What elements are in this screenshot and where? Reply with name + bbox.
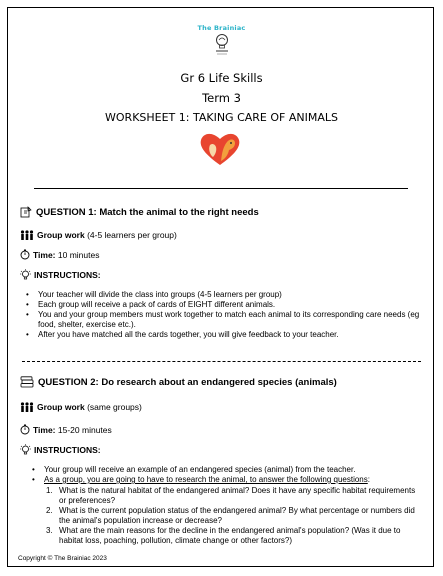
q2-time-value: 15-20 minutes [55,424,112,435]
lightbulb-icon [20,444,31,456]
q2-group-work [20,402,142,412]
q1-time-label: Time: [33,249,56,260]
q2-group-detail: (same groups) [84,402,142,412]
q1-time-value: 10 minutes [55,249,100,260]
research-question-text: What is the current population status of the endangered animal? By what percentage or numbers did the animal's population increase or decrease? [59,506,415,525]
q1-instructions-label: INSTRUCTIONS: [34,270,101,280]
q1-bullet: • Each group will receive a pack of cards of EIGHT different animals. [26,300,421,310]
q1-time [20,249,99,260]
q1-group-work [20,230,177,240]
q2-bullet: • Your group will receive an example of an endangered species (animal) from the teacher. [32,465,424,475]
q1-bullet: • After you have matched all the cards together, you will give feedback to your teacher. [26,330,421,340]
section-divider [22,361,421,362]
research-question-number: 1. [46,486,53,495]
lightbulb-logo-icon [214,33,230,57]
q1-instructions-list [26,290,421,340]
brand-logo [0,24,443,57]
header-divider [34,188,408,189]
research-question [46,526,421,546]
worksheet-title: WORKSHEET 1: TAKING CARE OF ANIMALS [105,111,338,124]
q2-time-label: Time: [33,424,56,435]
research-question [46,486,421,506]
question-1-heading [20,206,259,218]
q1-group-detail: (4-5 learners per group) [84,230,177,240]
research-question-number: 3. [46,526,53,535]
stopwatch-icon [20,424,30,435]
question-1-title: QUESTION 1: Match the animal to the right needs [36,206,259,218]
stopwatch-icon [20,249,30,260]
q1-bullet: • You and your group members must work together to match each animal to its corresponding care needs (eg food, shelter, exercise etc.). [26,310,421,330]
q2-bullet-underlined: As a group, you are going to have to research the animal, to answer the following questions [44,475,368,484]
q2-instructions-label: INSTRUCTIONS: [34,445,101,455]
q2-group-label: Group work [37,402,85,412]
q1-group-label: Group work [37,230,85,240]
question-2-title: QUESTION 2: Do research about an endangered species (animals) [38,376,337,388]
group-people-icon [20,402,34,412]
q2-instructions-list [32,465,424,485]
copyright-footer: Copyright © The Brainiac 2023 [18,555,107,562]
q1-instructions-heading [20,269,101,281]
heart-pet-icon [198,131,242,167]
q2-bullet-colon: : [367,475,370,484]
term-title: Term 3 [202,91,241,105]
research-question [46,506,421,526]
group-people-icon [20,230,34,240]
q2-bullet [32,475,424,485]
brand-name: The Brainiac [197,24,246,32]
research-question-text: What are the main reasons for the decline in the endangered animal's population? (Was it due to habitat loss, poaching, pollution, climate change or other factors?) [59,526,401,545]
puzzle-edit-icon [20,206,32,218]
question-2-heading [20,376,337,388]
q2-time [20,424,112,435]
research-question-number: 2. [46,506,53,515]
books-icon [20,376,34,388]
research-question-text: What is the natural habitat of the endangered animal? Does it have any specific habitat requirements or preferences? [59,486,416,505]
grade-title: Gr 6 Life Skills [180,71,263,85]
q1-bullet: • Your teacher will divide the class into groups (4-5 learners per group) [26,290,421,300]
lightbulb-icon [20,269,31,281]
q2-research-questions [46,486,421,546]
q2-instructions-heading [20,444,101,456]
